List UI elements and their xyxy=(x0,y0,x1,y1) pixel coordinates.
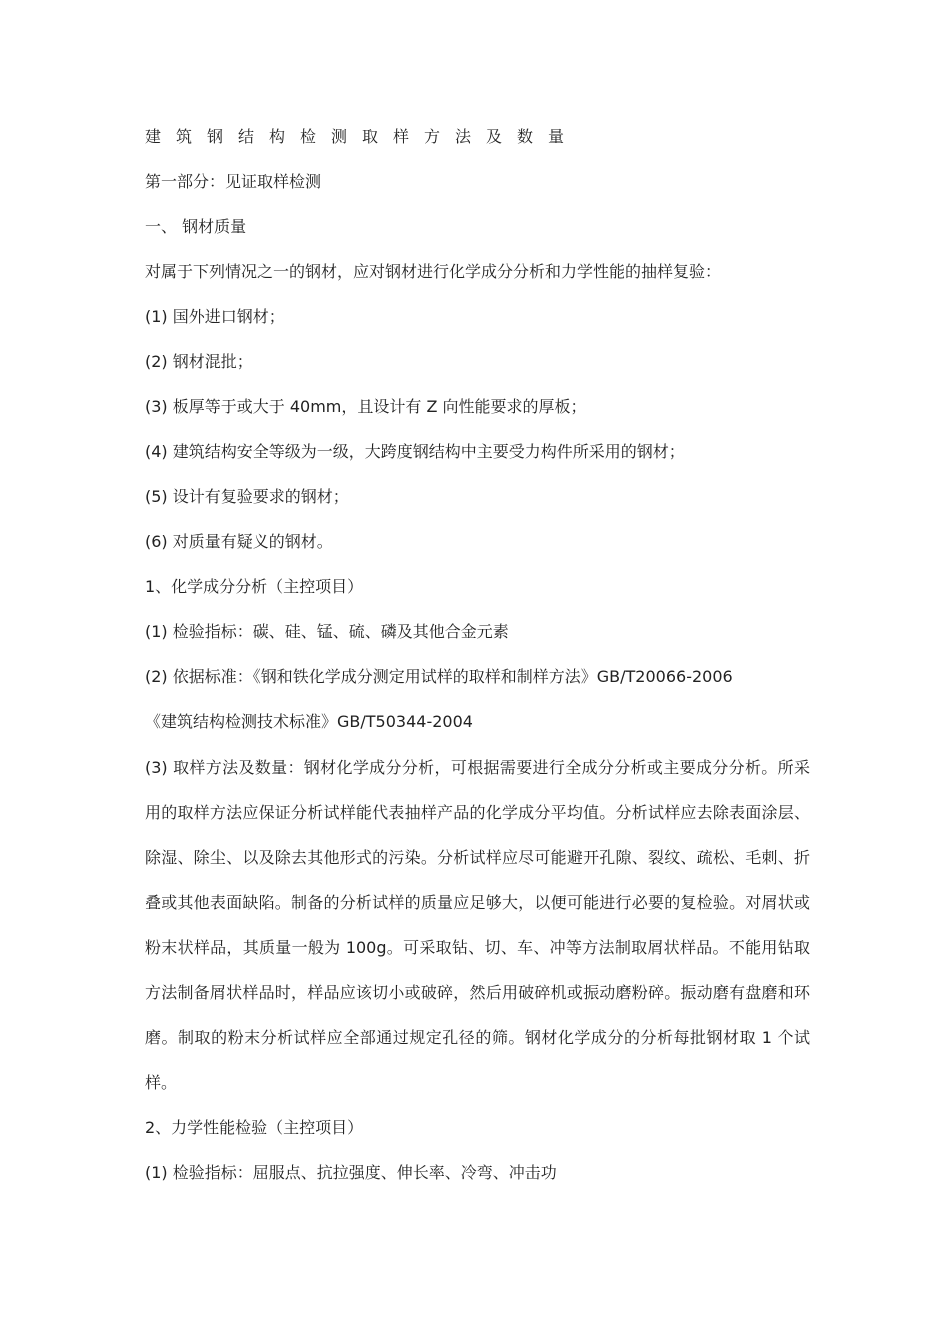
sampling-method-paragraph: (3) 取样方法及数量：钢材化学成分分析，可根据需要进行全成分分析或主要成分分析。所采用的取样方法应保证分析试样能代表抽样产品的化学成分平均值。分析试样应去除表面涂层、除湿、除尘、以及除去其他形式的污染。分析试样应尽可能避开孔隙、裂纹、疏松、毛刺、折叠或其他表面缺陷。制备的分析试样的质量应足够大，以便可能进行必要的复检验。对屑状或粉末状样品，其质量一般为 100g。可采取钻、切、车、冲等方法制取屑状样品。不能用钻取方法制备屑状样品时，样品应该切小或破碎，然后用破碎机或振动磨粉碎。振动磨有盘磨和环磨。制取的粉末分析试样应全部通过规定孔径的筛。钢材化学成分的分析每批钢材取 1 个试样。 xyxy=(145,758,810,1092)
chem-item: (2) 依据标准：《钢和铁化学成分测定用试样的取样和制样方法》GB/T20066-2006 xyxy=(145,667,733,686)
chem-item: 《建筑结构检测技术标准》GB/T50344-2004 xyxy=(145,712,473,731)
condition-item: (1) 国外进口钢材； xyxy=(145,307,285,326)
section-heading: 一、 钢材质量 xyxy=(145,217,247,236)
subsection-heading: 1、化学成分分析（主控项目） xyxy=(145,577,364,596)
condition-item: (6) 对质量有疑义的钢材。 xyxy=(145,532,333,551)
intro-paragraph: 对属于下列情况之一的钢材，应对钢材进行化学成分分析和力学性能的抽样复验： xyxy=(145,262,722,281)
document-title: 建筑钢结构检测取样方法及数量 xyxy=(145,127,580,146)
subsection-heading: 2、力学性能检验（主控项目） xyxy=(145,1118,364,1137)
document-page xyxy=(145,124,810,1205)
mech-item: (1) 检验指标：屈服点、抗拉强度、伸长率、冷弯、冲击功 xyxy=(145,1163,557,1182)
part-heading: 第一部分：见证取样检测 xyxy=(145,172,322,191)
condition-item: (4) 建筑结构安全等级为一级，大跨度钢结构中主要受力构件所采用的钢材； xyxy=(145,442,685,461)
chem-item: (1) 检验指标：碳、硅、锰、硫、磷及其他合金元素 xyxy=(145,622,509,641)
condition-item: (2) 钢材混批； xyxy=(145,352,253,371)
condition-item: (3) 板厚等于或大于 40mm，且设计有 Z 向性能要求的厚板； xyxy=(145,397,587,416)
condition-item: (5) 设计有复验要求的钢材； xyxy=(145,487,349,506)
